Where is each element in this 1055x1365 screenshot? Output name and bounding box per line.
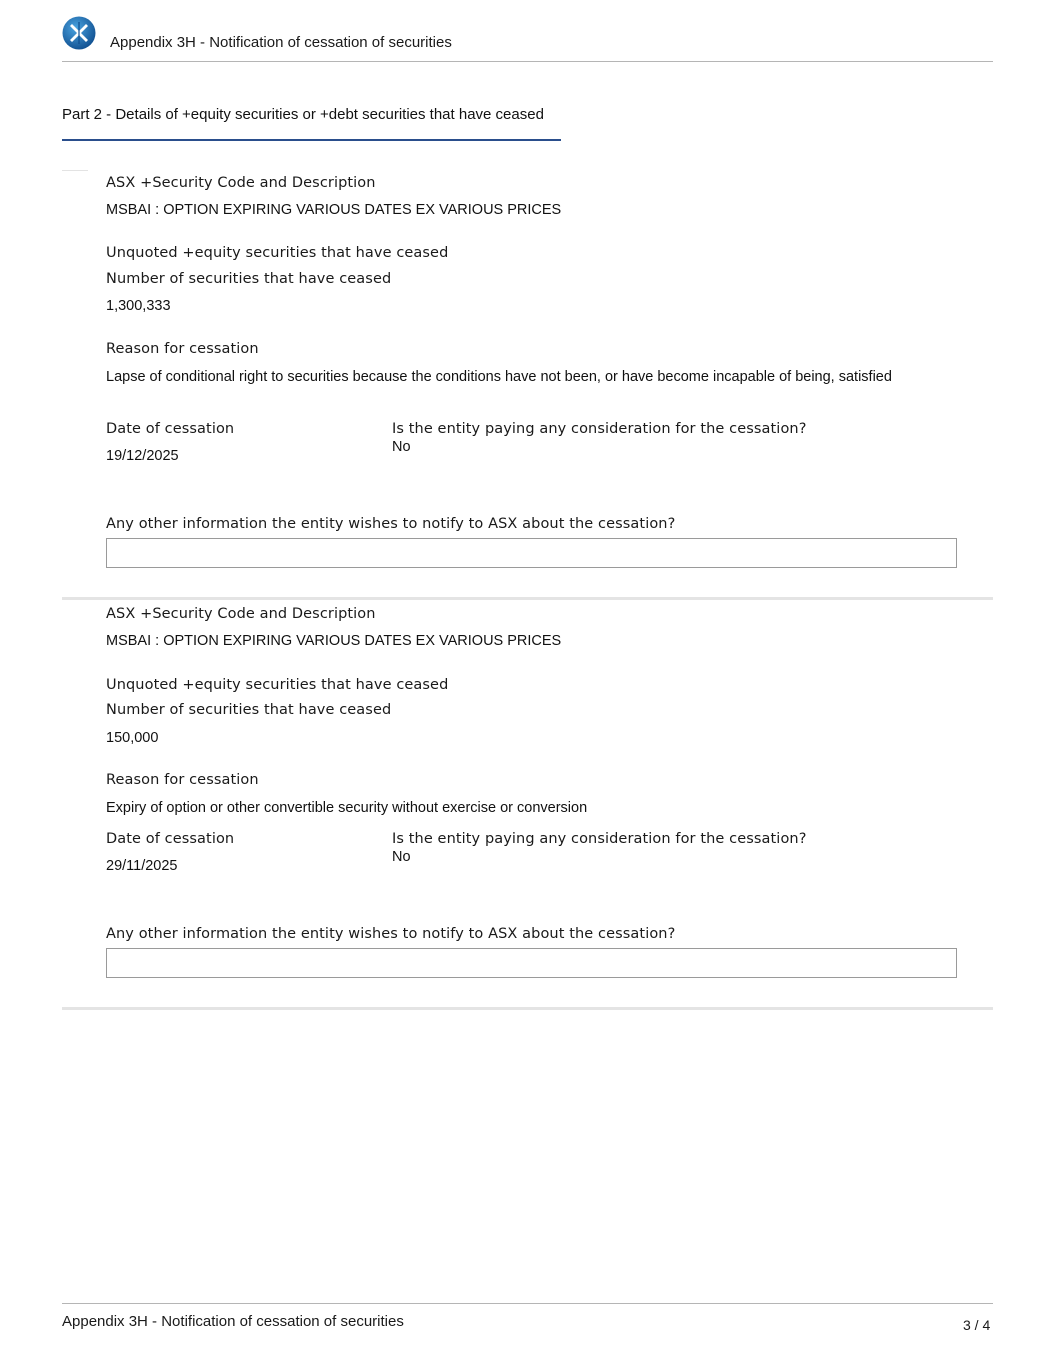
entry-divider [62,597,993,600]
consideration-label: Is the entity paying any consideration for the cessation? [392,831,807,847]
security-type-heading: Unquoted +equity securities that have ceased [106,677,449,693]
date-of-cessation-label: Date of cessation [106,421,235,437]
security-code-label: ASX +Security Code and Description [106,606,376,622]
security-type-heading: Unquoted +equity securities that have ceased [106,245,449,261]
date-of-cessation-value: 19/12/2025 [106,448,179,464]
number-ceased-value: 1,300,333 [106,298,171,314]
date-of-cessation-value: 29/11/2025 [106,858,178,874]
entry-divider [62,1007,993,1010]
security-code-label: ASX +Security Code and Description [106,175,376,191]
consideration-value: No [392,849,411,865]
section-marker [62,170,88,171]
consideration-label: Is the entity paying any consideration for the cessation? [392,421,807,437]
header-title: Appendix 3H - Notification of cessation of securities [110,34,452,51]
security-code-value: MSBAI : OPTION EXPIRING VARIOUS DATES EX VARIOUS PRICES [106,202,562,218]
number-ceased-label: Number of securities that have ceased [106,702,392,718]
number-ceased-value: 150,000 [106,730,159,746]
date-of-cessation-label: Date of cessation [106,831,235,847]
reason-value: Expiry of option or other convertible security without exercise or conversion [106,800,588,816]
other-info-field [106,538,957,568]
page-number: 3 / 4 [963,1317,991,1333]
part-title: Part 2 - Details of +equity securities or +debt securities that have ceased [62,106,544,123]
header-divider [62,61,993,62]
other-info-field [106,948,957,978]
asx-logo-icon [62,16,96,50]
reason-label: Reason for cessation [106,772,259,788]
reason-label: Reason for cessation [106,341,259,357]
number-ceased-label: Number of securities that have ceased [106,271,392,287]
part-title-underline [62,139,561,141]
consideration-value: No [392,439,411,455]
other-info-label: Any other information the entity wishes to notify to ASX about the cessation? [106,516,676,532]
footer-title: Appendix 3H - Notification of cessation of securities [62,1313,404,1330]
other-info-label: Any other information the entity wishes to notify to ASX about the cessation? [106,926,676,942]
reason-value: Lapse of conditional right to securities because the conditions have not been, or have become incapable of being, satisfied [106,369,892,385]
security-code-value: MSBAI : OPTION EXPIRING VARIOUS DATES EX VARIOUS PRICES [106,633,562,649]
footer-divider [62,1303,993,1304]
